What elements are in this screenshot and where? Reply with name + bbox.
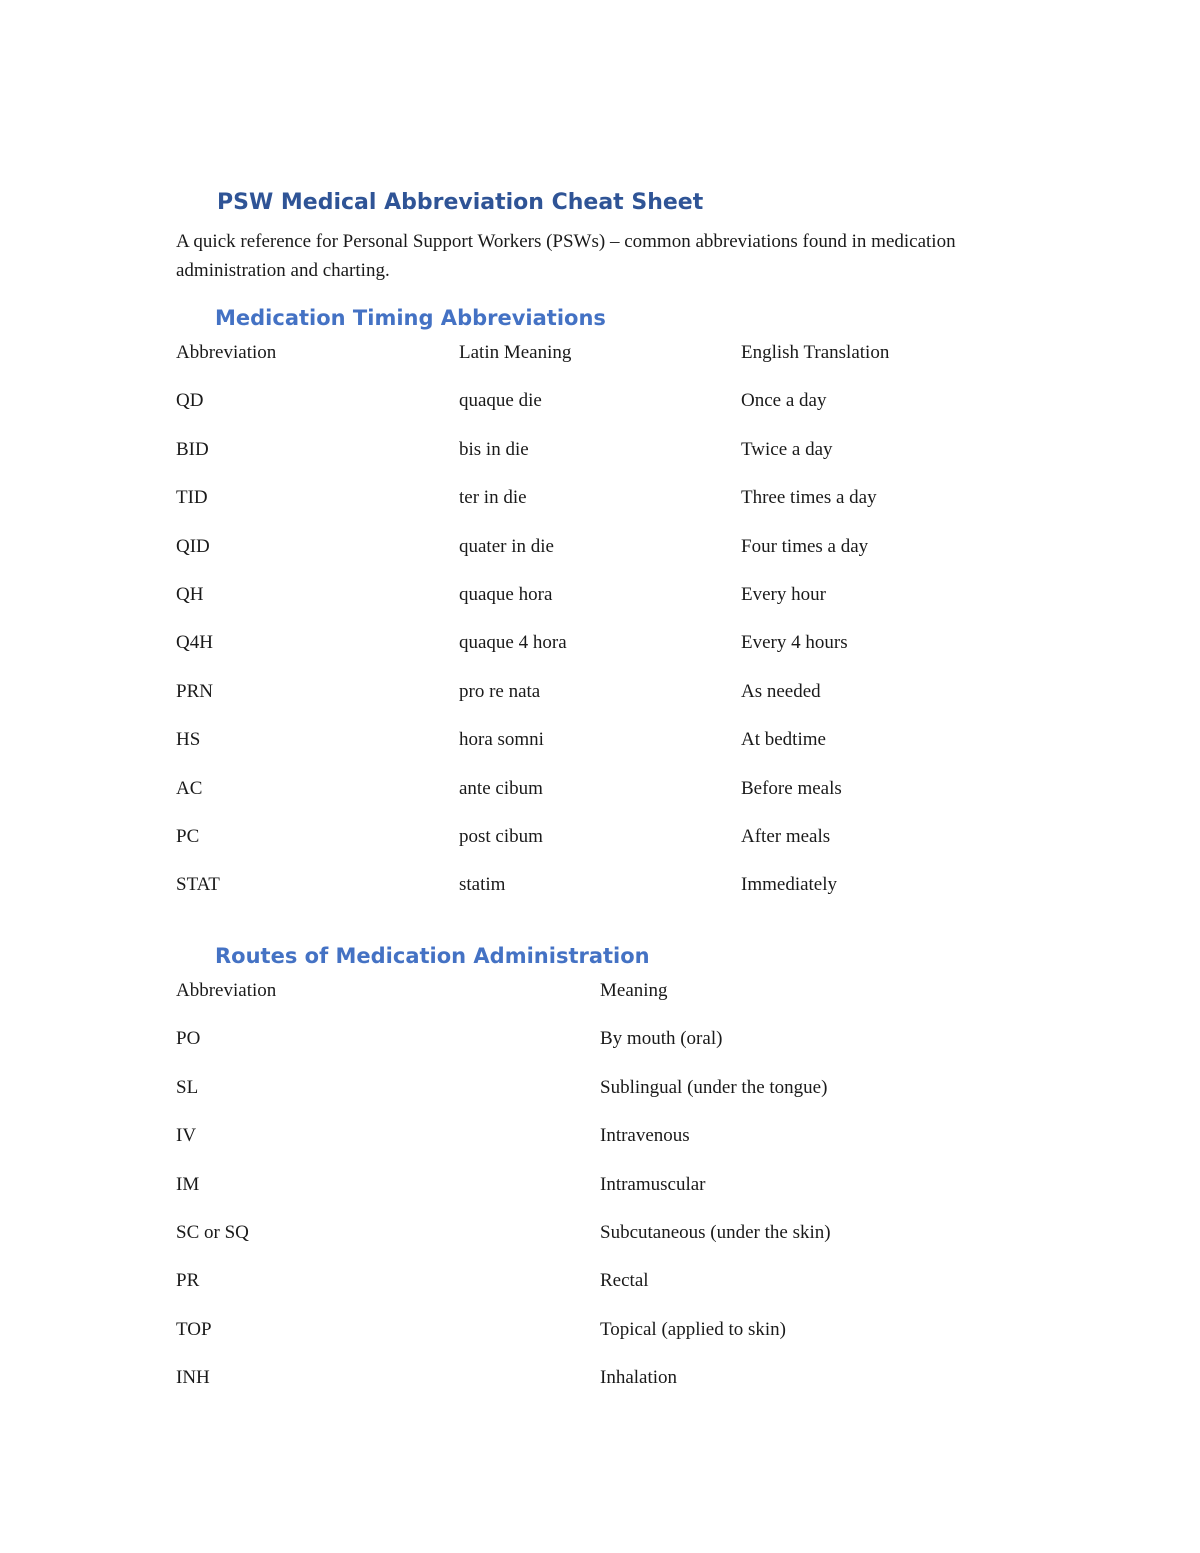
abbreviation-cell: SL <box>176 1076 199 1098</box>
meaning-cell: By mouth (oral) <box>600 1028 723 1050</box>
latin-meaning-cell: quaque hora <box>459 583 553 605</box>
english-translation-cell: Twice a day <box>741 438 833 460</box>
english-translation-cell: Every hour <box>741 583 826 605</box>
abbreviation-cell: PO <box>176 1028 201 1050</box>
abbreviation-cell: QH <box>176 583 204 605</box>
meaning-cell: Intramuscular <box>600 1173 706 1195</box>
english-translation-cell: As needed <box>741 680 821 702</box>
english-translation-cell: Once a day <box>741 390 827 412</box>
latin-meaning-cell: quaque 4 hora <box>459 632 567 654</box>
abbreviation-cell: Q4H <box>176 632 213 654</box>
meaning-cell: Rectal <box>600 1270 649 1292</box>
latin-meaning-cell: quaque die <box>459 390 542 412</box>
english-translation-cell: Three times a day <box>741 487 877 509</box>
english-translation-cell: At bedtime <box>741 729 826 751</box>
english-translation-cell: Before meals <box>741 777 842 799</box>
english-translation-cell: Immediately <box>741 874 838 896</box>
abbreviation-cell: AC <box>176 777 203 799</box>
header-latin-meaning: Latin Meaning <box>459 342 572 363</box>
header-meaning: Meaning <box>600 980 668 1001</box>
header-abbreviation: Abbreviation <box>176 342 277 363</box>
abbreviation-cell: SC or SQ <box>176 1221 249 1243</box>
latin-meaning-cell: ter in die <box>459 487 527 509</box>
latin-meaning-cell: bis in die <box>459 438 529 460</box>
abbreviation-cell: IM <box>176 1173 200 1195</box>
abbreviation-cell: PR <box>176 1270 200 1292</box>
latin-meaning-cell: quater in die <box>459 535 554 557</box>
abbreviation-cell: PC <box>176 825 200 847</box>
timing-section-heading: Medication Timing Abbreviations <box>215 306 606 330</box>
abbreviation-cell: QD <box>176 390 204 412</box>
header-abbreviation: Abbreviation <box>176 980 277 1001</box>
abbreviation-cell: TID <box>176 487 208 509</box>
latin-meaning-cell: hora somni <box>459 729 544 751</box>
abbreviation-cell: TOP <box>176 1318 212 1340</box>
abbreviation-cell: INH <box>176 1367 210 1389</box>
latin-meaning-cell: statim <box>459 874 506 896</box>
abbreviation-cell: STAT <box>176 874 220 896</box>
document-title: PSW Medical Abbreviation Cheat Sheet <box>217 190 704 215</box>
latin-meaning-cell: pro re nata <box>459 680 541 702</box>
abbreviation-cell: BID <box>176 438 209 460</box>
abbreviation-cell: PRN <box>176 680 213 702</box>
english-translation-cell: Every 4 hours <box>741 632 848 654</box>
header-english-translation: English Translation <box>741 342 890 363</box>
latin-meaning-cell: post cibum <box>459 825 543 847</box>
abbreviation-cell: HS <box>176 729 201 751</box>
abbreviation-cell: IV <box>176 1125 197 1147</box>
english-translation-cell: Four times a day <box>741 535 869 557</box>
english-translation-cell: After meals <box>741 825 831 847</box>
meaning-cell: Inhalation <box>600 1367 678 1389</box>
intro-paragraph: A quick reference for Personal Support Workers (PSWs) – common abbreviations found in medication administration and charting. <box>176 231 956 281</box>
meaning-cell: Intravenous <box>600 1125 690 1147</box>
meaning-cell: Sublingual (under the tongue) <box>600 1076 828 1098</box>
latin-meaning-cell: ante cibum <box>459 777 543 799</box>
routes-section-heading: Routes of Medication Administration <box>215 944 650 968</box>
meaning-cell: Topical (applied to skin) <box>600 1318 786 1340</box>
abbreviation-cell: QID <box>176 535 210 557</box>
meaning-cell: Subcutaneous (under the skin) <box>600 1221 831 1243</box>
